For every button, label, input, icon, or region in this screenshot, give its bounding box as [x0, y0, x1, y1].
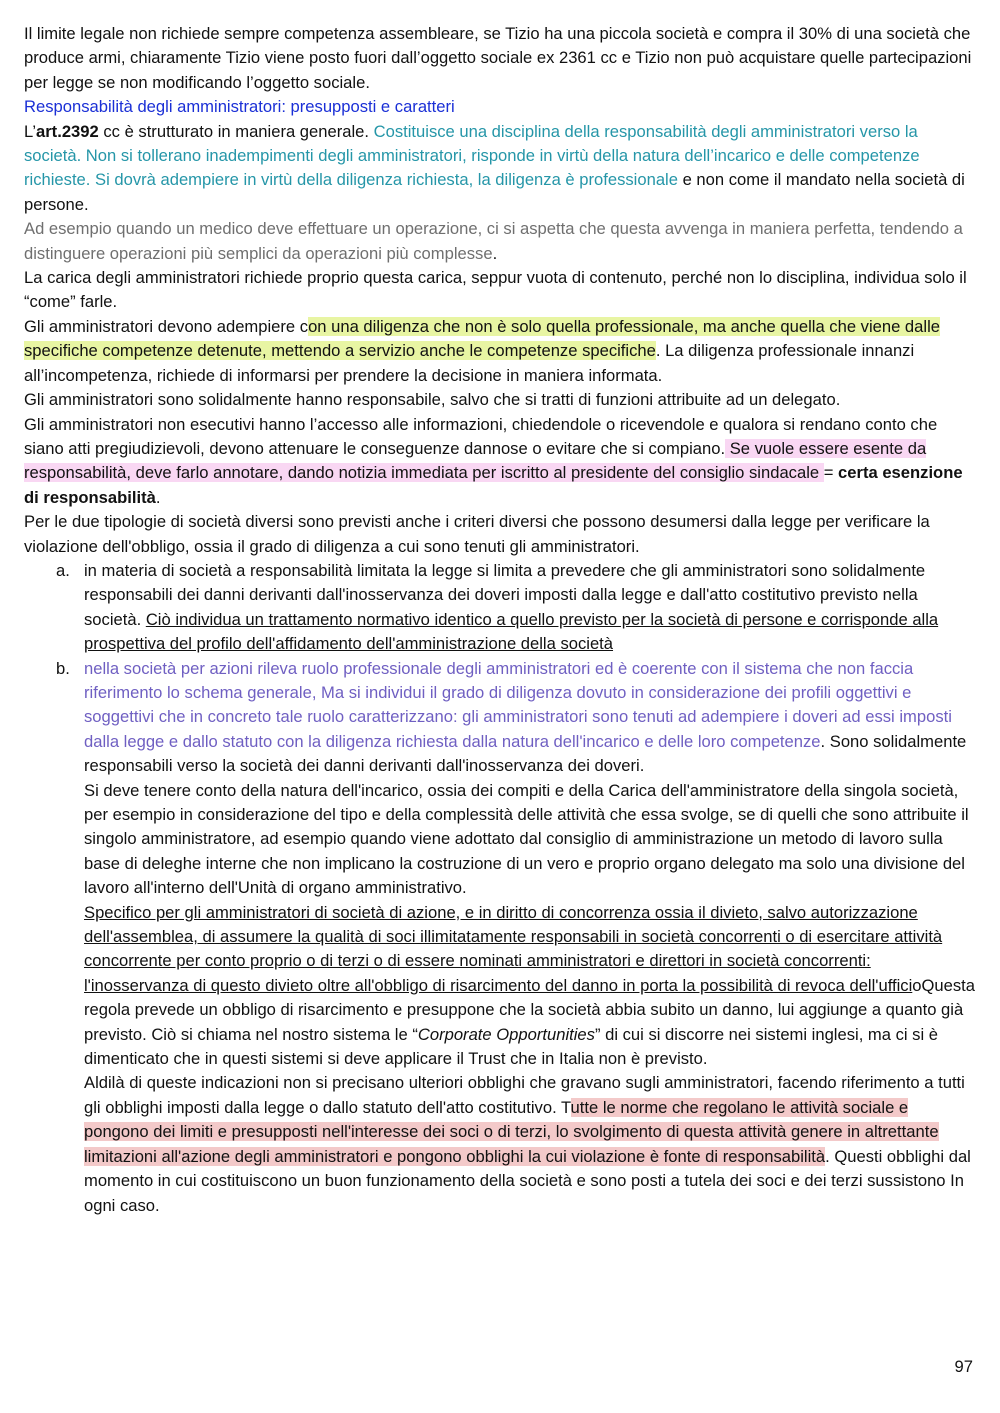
red-highlight: utte le norme che regolano le attività sociale e pongono dei limiti e presupposti nell'interesse dei soci o di terzi, lo svolgimento di questa attività genere in altrettante limitazioni all'azione degli amministratori e pongono obblighi la cui violazione è fonte di responsabilità — [84, 1097, 939, 1166]
list-item-b: b. nella società per azioni rileva ruolo professionale degli amministratori ed è coerente con il sistema che non faccia riferimento lo schema generale, Ma si individui il grado di diligenza dovuto in considerazione dei profili oggettivi e soggettivi che in concreto tale ruolo caratterizzano: gli amministratori sono tenuti ad adempiere i doveri ad essi imposti dalla legge e dallo statuto con la diligenza richiesta dalla natura dell'incarico e delle loro competenze. Sono solidalmente responsabili verso la società dei danni derivanti dall'inosservanza dei doveri. Si deve tenere conto della natura dell'incarico, ossia dei compiti e della Carica dell'amministratore della singola società, per esempio in considerazione del tipo e della complessità delle attività che essa svolge, se di quelli che sono attribuite il singolo amministratore, ad esempio quando viene adottato dal consiglio di amministrazione un metodo di lavoro sulla base di deleghe interne che non implicano la costruzione di un vero e proprio organo delegato ma solo una divisione del lavoro all'interno dell'Unità di organo amministrativo. Specifico per gli amministratori di società di azione, e in diritto di concorrenza ossia il divieto, salvo autorizzazione dell'assemblea, di assumere la qualità di soci illimitatamente responsabili in società concorrenti o di esercitare attività concorrente per conto proprio o di terzi o di essere nominati amministratori e direttori in società concorrenti: l'inosservanza di questo divieto oltre all'obbligo di risarcimento del danno in porta la possibilità di revoca dell'ufficioQuesta regola prevede un obbligo di risarcimento e presuppone che la società abbia subito un danno, lui aggiunge a quanto già previsto. Ciò si chiama nel nostro sistema le “Corporate Opportunities” di cui si discorre nei sistemi inglesi, ma ci si è dimenticato che in questi sistemi si deve applicare il Trust che in Italia non è previsto. Aldilà di queste indicazioni non si precisano ulteriori obblighi che gravano sugli amministratori, facendo riferimento a tutti gli obblighi imposti dalla legge o dallo statuto dell'atto costitutivo. Tutte le norme che regolano le attività sociale e pongono dei limiti e presupposti nell'interesse dei soci o di terzi, lo svolgimento di questa attività genere in altrettante limitazioni all'azione degli amministratori e pongono obblighi la cui violazione è fonte di responsabilità. Questi obblighi dal momento in cui costituiscono un buon funzionamento della società e sono posti a tutela dei soci e dei terzi sussistono In ogni caso. — [24, 657, 976, 1218]
teal-highlighted-text: Costituisce una disciplina della responsabilità degli amministratori verso la società. Non si tollerano inadempimenti degli amministratori, risponde in virtù della natura dell’incarico e delle competenze richieste. Si dovrà adempiere in virtù della diligenza richiesta, la diligenza è professionale — [24, 121, 920, 190]
underlined-text: Ciò individua un trattamento normativo identico a quello previsto per la società di persone e corrisponde alla prospettiva del profilo dell'affidamento dell'amministrazione della società — [84, 609, 939, 654]
paragraph-limite-legale: Il limite legale non richiede sempre competenza assembleare, se Tizio ha una piccola società e compra il 30% di una società che produce armi, chiaramente Tizio viene posto fuori dall’oggetto sociale ex 2361 cc e Tizio non può acquistare quelle partecipazioni per legge se non modificando l’oggetto sociale. — [24, 24, 972, 92]
underlined-text: Specifico per gli amministratori di società di azione, e in diritto di concorrenza ossia il divieto, salvo autorizzazione dell'assemblea, di assumere la qualità di soci illimitatamente responsabili in società concorrenti o di esercitare attività concorrente per conto proprio o di terzi o di essere nominati amministratori e direttori in società concorrenti: l'inosservanza di questo divieto oltre all'obbligo di risarcimento del danno in porta la possibilità di revoca dell'uffici — [84, 902, 943, 995]
paragraph-solidalmente: Gli amministratori sono solidalmente hanno responsabile, salvo che si tratti di funzioni attribuite ad un delegato. — [24, 390, 841, 410]
purple-text: nella società per azioni rileva ruolo professionale degli amministratori ed è coerente con il sistema che non faccia riferimento lo schema generale, Ma si individui il grado di diligenza dovuto in considerazione dei profili oggettivi e soggettivi che in concreto tale ruolo caratterizzano: gli amministratori sono tenuti ad adempiere i doveri ad essi imposti dalla legge e dallo statuto con la diligenza richiesta dalla natura dell'incarico e delle loro competenze — [84, 658, 952, 751]
paragraph-ulteriori-obblighi: Aldilà di queste indicazioni non si precisano ulteriori obblighi che gravano sugli amministratori, facendo riferimento a tutti gli obblighi imposti dalla legge o dallo statuto dell'atto costitutivo. Tutte le norme che regolano le attività sociale e pongono dei limiti e presupposti nell'interesse dei soci o di terzi, lo svolgimento di questa attività genere in altrettante limitazioni all'azione degli amministratori e pongono obblighi la cui violazione è fonte di responsabilità. Questi obblighi dal momento in cui costituiscono un buon funzionamento della società e sono posti a tutela dei soci e dei terzi sussistono In ogni caso. — [84, 1073, 971, 1215]
paragraph-natura-incarico: Si deve tenere conto della natura dell'incarico, ossia dei compiti e della Carica dell'amministratore della singola società, per esempio in considerazione del tipo e della complessità delle attività che essa svolge, se di quelli che sono attribuite il singolo amministratore, ad esempio quando viene adottato dal consiglio di amministrazione un metodo di lavoro sulla base di deleghe interne che non implicano la costruzione di un vero e proprio organo delegato ma solo una divisione del lavoro all'interno dell'Unità di organo amministrativo. — [84, 780, 969, 898]
paragraph-example-medico: Ad esempio quando un medico deve effettuare un operazione, ci si aspetta che questa avvenga in maniera perfetta, tendendo a distinguere operazioni più semplici da operazioni più complesse. — [24, 219, 963, 263]
page-number: 97 — [954, 1357, 973, 1376]
criteria-list — [24, 559, 976, 1218]
paragraph-diligenza: Gli amministratori devono adempiere con una diligenza che non è solo quella professionale, ma anche quella che viene dalle specifiche competenze detenute, mettendo a servizio anche le competenze specifiche. La diligenza professionale innanzi all’incompetenza, richiede di informarsi per prendere la decisione in maniera informata. — [24, 316, 940, 385]
paragraph-non-esecutivi: Gli amministratori non esecutivi hanno l’accesso alle informazioni, chiedendole o ricevendole e qualora si rendano conto che siano atti pregiudizievoli, devono attenuare le conseguenze dannose o evitare che si compiano. Se vuole essere esente da responsabilità, deve farlo annotare, dando notizia immediata per iscritto al presidente del consiglio sindacale = certa esenzione di responsabilità. — [24, 414, 963, 507]
list-marker: b. — [56, 658, 70, 678]
paragraph-carica: La carica degli amministratori richiede proprio questa carica, seppur vuota di contenuto, perché non lo disciplina, individua solo il “come” farle. — [24, 268, 967, 312]
list-marker: a. — [56, 560, 70, 580]
document-page — [24, 22, 976, 1218]
paragraph-concorrenza: Specifico per gli amministratori di società di azione, e in diritto di concorrenza ossia il divieto, salvo autorizzazione dell'assemblea, di assumere la qualità di soci illimitatamente responsabili in società concorrenti o di esercitare attività concorrente per conto proprio o di terzi o di essere nominati amministratori e direttori in società concorrenti: l'inosservanza di questo divieto oltre all'obbligo di risarcimento del danno in porta la possibilità di revoca dell'ufficioQuesta regola prevede un obbligo di risarcimento e presuppone che la società abbia subito un danno, lui aggiunge a quanto già previsto. Ciò si chiama nel nostro sistema le “Corporate Opportunities” di cui si discorre nei sistemi inglesi, ma ci si è dimenticato che in questi sistemi si deve applicare il Trust che in Italia non è previsto. — [84, 902, 976, 1069]
pink-highlight: Se vuole essere esente da responsabilità, deve farlo annotare, dando notizia immediata per iscritto al presidente del consiglio sindacale — [24, 438, 927, 483]
section-heading: Responsabilità degli amministratori: presupposti e caratteri — [24, 97, 455, 117]
list-item-a: a. in materia di società a responsabilità limitata la legge si limita a prevedere che gli amministratori sono solidalmente responsabili dei danni derivanti dall'inosservanza dei doveri imposti dalla legge e dall'atto costitutivo previsto nella società. Ciò individua un trattamento normativo identico a quello previsto per la società di persone e corrisponde alla prospettiva del profilo dell'affidamento dell'amministrazione della società — [56, 560, 939, 654]
paragraph-tipologie: Per le due tipologie di società diversi sono previsti anche i criteri diversi che possono desumersi dalla legge per verificare la violazione dell'obbligo, ossia il grado di diligenza a cui sono tenuti gli amministratori. — [24, 512, 930, 556]
green-highlight: on una diligenza che non è solo quella professionale, ma anche quella che viene dalle specifiche competenze detenute, mettendo a servizio anche le competenze specifiche — [24, 316, 940, 361]
paragraph-art-2392: L’art.2392 cc è strutturato in maniera generale. Costituisce una disciplina della responsabilità degli amministratori verso la società. Non si tollerano inadempimenti degli amministratori, risponde in virtù della natura dell’incarico e delle competenze richieste. Si dovrà adempiere in virtù della diligenza richiesta, la diligenza è professionale e non come il mandato nella società di persone. — [24, 121, 965, 214]
